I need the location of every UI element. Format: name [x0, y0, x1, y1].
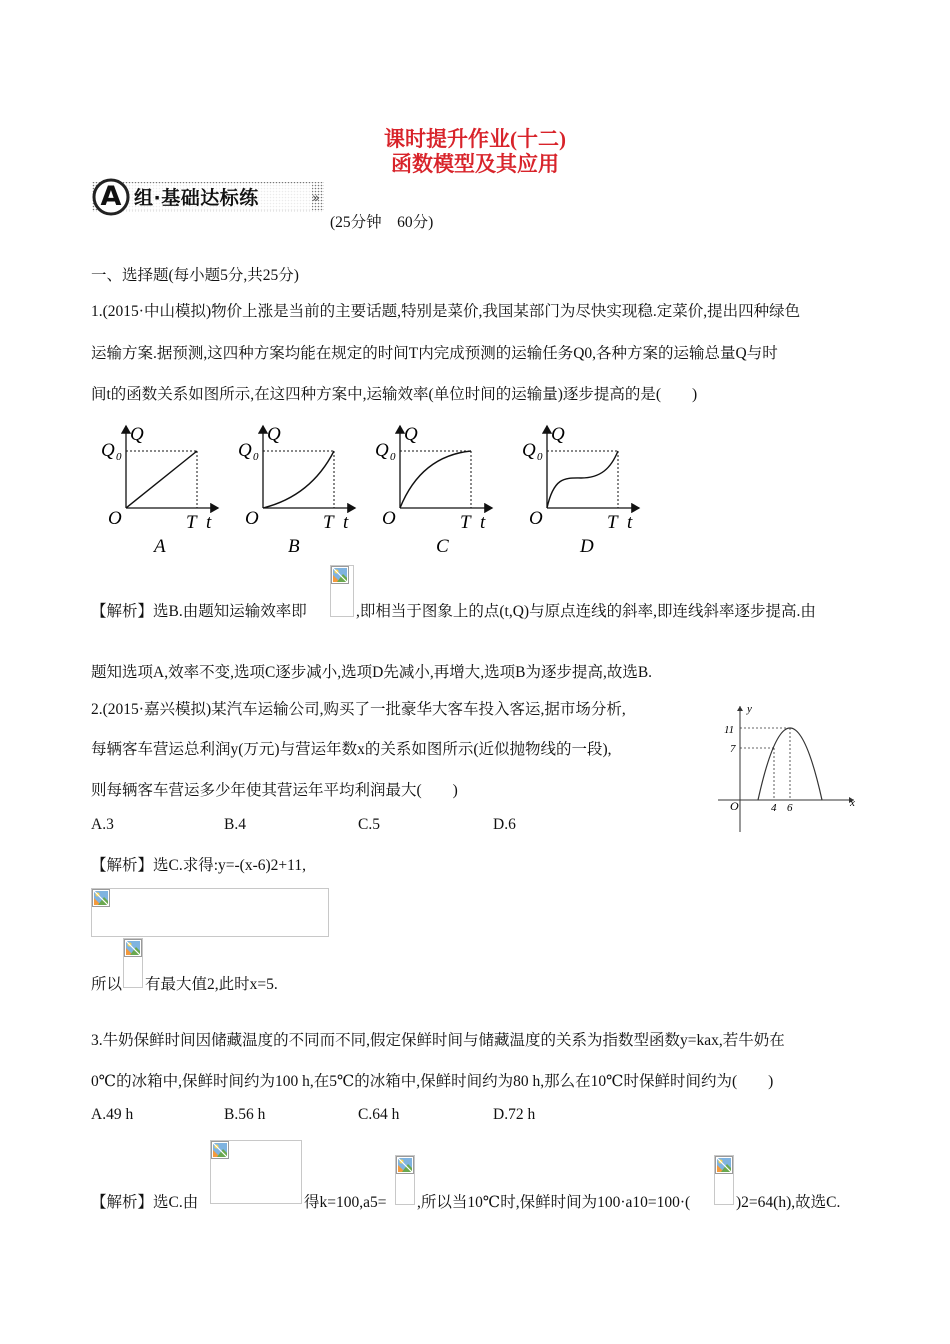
q2-graph — [712, 700, 862, 836]
graph-d-o: O — [529, 508, 543, 529]
q2-graph-y: y — [747, 703, 752, 715]
q3-analysis-c: ,所以当10℃时,保鲜时间为100·a10=100·( — [417, 1194, 691, 1211]
q3-analysis-b: 得k=100,a5= — [304, 1194, 387, 1211]
q2-graph-o: O — [730, 799, 739, 813]
graph-a-q0-sub: 0 — [116, 451, 122, 463]
graph-d-q: Q — [551, 424, 565, 445]
caption-d: D — [580, 536, 594, 557]
badge-label: 组·基础达标练 — [134, 187, 259, 209]
q2-option-c: C.5 — [358, 816, 380, 833]
graph-c-curve — [400, 451, 471, 508]
q1-graphs — [96, 418, 656, 558]
q2-graph-x4: 4 — [771, 802, 777, 814]
q2-graph-y7: 7 — [730, 743, 736, 755]
q1-line2: 运输方案.据预测,这四种方案均能在规定的时间T内完成预测的运输任务Q0,各种方案的运输总量Q与时 — [91, 345, 778, 362]
q3-line1: 3.牛奶保鲜时间因储藏温度的不同而不同,假定保鲜时间与储藏温度的关系为指数型函数y=kax,若牛奶在 — [91, 1032, 785, 1049]
graph-a-q: Q — [130, 424, 144, 445]
graph-b-q0: Q — [238, 440, 252, 461]
graph-b — [238, 424, 355, 533]
graph-c — [375, 424, 492, 533]
graph-a-tsmall: t — [206, 512, 212, 533]
q2-analysis-line1: 【解析】选C.求得:y=-(x-6)2+11, — [91, 857, 306, 874]
q3-line2: 0℃的冰箱中,保鲜时间约为100 h,在5℃的冰箱中,保鲜时间约为80 h,那么在10℃时保鲜时间约为( ) — [91, 1073, 774, 1090]
caption-c: C — [436, 536, 449, 557]
graph-c-q0-sub: 0 — [390, 451, 396, 463]
chevron-icon: » — [312, 191, 320, 206]
q3-analysis-d: )2=64(h),故选C. — [736, 1194, 841, 1211]
graph-d-q0: Q — [522, 440, 536, 461]
q2-graph-y11: 11 — [724, 724, 735, 736]
graph-b-tbig: T — [323, 512, 334, 533]
graph-c-q0: Q — [375, 440, 389, 461]
graph-b-q: Q — [267, 424, 281, 445]
q1-line3: 间t的函数关系如图所示,在这四种方案中,运输效率(单位时间的运输量)逐步提高的是( ) — [91, 386, 698, 403]
graph-c-tbig: T — [460, 512, 471, 533]
q3-option-c: C.64 h — [358, 1106, 400, 1123]
broken-image-icon — [396, 1156, 414, 1174]
q1-analysis-part2: ,即相当于图象上的点(t,Q)与原点连线的斜率,即连线斜率逐步提高.由 — [356, 603, 816, 620]
q2-line2: 每辆客车营运总利润y(万元)与营运年数x的关系如图所示(近似抛物线的一段), — [91, 741, 612, 758]
page-title: 课时提升作业(十二) — [384, 127, 566, 151]
graph-b-q0-sub: 0 — [253, 451, 259, 463]
graph-a-tbig: T — [186, 512, 197, 533]
broken-image-icon — [715, 1156, 733, 1174]
broken-image-icon — [331, 566, 349, 584]
badge-letter: A — [100, 181, 122, 212]
q2-graph-x: x — [850, 797, 855, 809]
formula-image — [330, 565, 354, 617]
graph-a-line — [126, 451, 197, 508]
broken-image-icon — [211, 1141, 229, 1159]
section-badge — [92, 178, 324, 216]
q1-analysis-line2: 题知选项A,效率不变,选项C逐步减小,选项D先减小,再增大,选项B为逐步提高,故选B. — [91, 664, 653, 681]
q2-option-a: A.3 — [91, 816, 114, 833]
formula-image — [210, 1140, 302, 1204]
graph-a-o: O — [108, 508, 122, 529]
caption-b: B — [288, 536, 300, 557]
page-subtitle: 函数模型及其应用 — [391, 152, 559, 176]
q3-option-b: B.56 h — [224, 1106, 266, 1123]
formula-image — [91, 888, 329, 937]
part-heading: 一、选择题(每小题5分,共25分) — [91, 267, 299, 284]
graph-d-tbig: T — [607, 512, 618, 533]
q1-analysis-part1: 【解析】选B.由题知运输效率即 — [91, 603, 307, 620]
formula-image — [714, 1155, 734, 1205]
time-score: (25分钟 60分) — [330, 214, 434, 231]
graph-a-q0: Q — [101, 440, 115, 461]
graph-b-tsmall: t — [343, 512, 349, 533]
graph-b-curve — [263, 451, 334, 508]
broken-image-icon — [124, 939, 142, 957]
q2-line1: 2.(2015·嘉兴模拟)某汽车运输公司,购买了一批豪华大客车投入客运,据市场分析, — [91, 701, 626, 718]
q3-option-d: D.72 h — [493, 1106, 536, 1123]
formula-image — [395, 1155, 415, 1205]
graph-a — [101, 424, 218, 533]
caption-a: A — [154, 536, 166, 557]
q2-line3: 则每辆客车营运多少年使其营运年平均利润最大( ) — [91, 782, 458, 799]
graph-d — [522, 424, 639, 533]
q2-option-b: B.4 — [224, 816, 246, 833]
q2-graph-x6: 6 — [787, 802, 793, 814]
q2-analysis-so-suffix: 有最大值2,此时x=5. — [145, 976, 278, 993]
graph-b-o: O — [245, 508, 259, 529]
graph-c-q: Q — [404, 424, 418, 445]
q2-analysis-so-prefix: 所以 — [91, 976, 123, 993]
graph-c-tsmall: t — [480, 512, 486, 533]
formula-image — [123, 938, 143, 988]
q3-analysis-a: 【解析】选C.由 — [91, 1194, 199, 1211]
graph-d-tsmall: t — [627, 512, 633, 533]
graph-c-o: O — [382, 508, 396, 529]
q3-option-a: A.49 h — [91, 1106, 134, 1123]
q1-line1: 1.(2015·中山模拟)物价上涨是当前的主要话题,特别是菜价,我国某部门为尽快实现稳.定菜价,提出四种绿色 — [91, 303, 801, 320]
graph-d-curve — [547, 451, 618, 508]
graph-d-q0-sub: 0 — [537, 451, 543, 463]
q2-option-d: D.6 — [493, 816, 516, 833]
broken-image-icon — [92, 889, 110, 907]
